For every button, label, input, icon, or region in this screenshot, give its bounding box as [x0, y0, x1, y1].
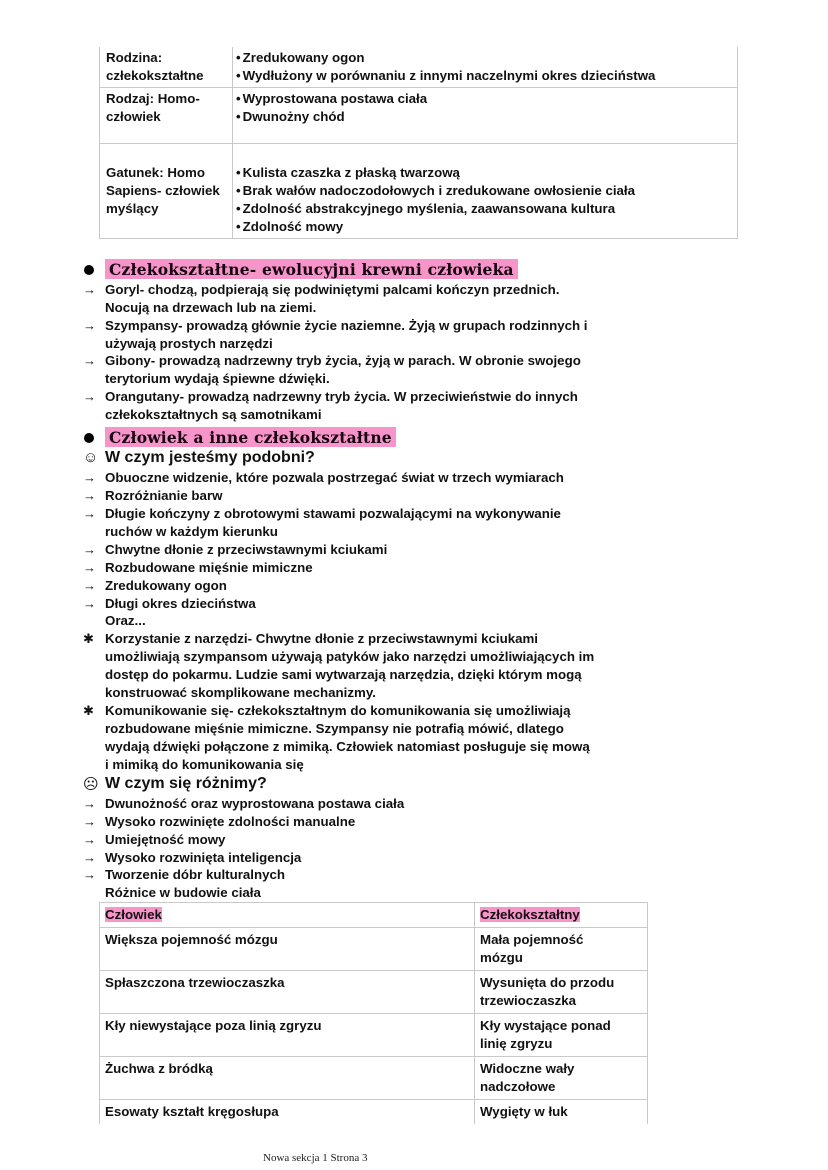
bullet-item: • Zdolność mowy — [236, 218, 731, 236]
label-line: Sapiens- człowiek — [106, 183, 220, 198]
list-item-cont: człekokształtnych są samotnikami — [105, 407, 322, 422]
arrow-icon: → — [83, 470, 96, 485]
list-item: Długie kończyny z obrotowymi stawami pozwalającymi na wykonywanie — [105, 506, 561, 521]
sad-face-icon: ☹ — [83, 776, 99, 793]
table-cell: Esowaty kształt kręgosłupa — [100, 1100, 475, 1125]
bullet-item: • Zdolność abstrakcyjnego myślenia, zaawansowana kultura — [236, 200, 731, 218]
bullet-item: • Brak wałów nadoczodołowych i zredukowane owłosienie ciała — [236, 182, 731, 200]
also-label: Oraz... — [105, 613, 146, 628]
star-icon: ✱ — [83, 703, 94, 718]
arrow-icon: → — [83, 596, 96, 611]
arrow-icon: → — [83, 282, 96, 297]
list-item: Szympansy- prowadzą głównie życie naziemne. Żyją w grupach rodzinnych i — [105, 318, 588, 333]
bullet-item: • Zredukowany ogon — [236, 49, 731, 67]
label-line: Rodzaj: Homo- — [106, 91, 200, 106]
list-item: Gibony- prowadzą nadrzewny tryb życia, żyją w parach. W obronie swojego — [105, 353, 581, 368]
table-row — [100, 1100, 648, 1125]
arrow-icon: → — [83, 814, 96, 829]
subheading: W czym się różnimy? — [105, 775, 267, 792]
taxonomy-label — [100, 88, 233, 144]
taxonomy-label — [100, 47, 233, 88]
page-footer: Nowa sekcja 1 Strona 3 — [263, 1152, 368, 1164]
heading-text: Człowiek a inne człekokształtne — [105, 427, 396, 447]
table-header-row — [100, 903, 648, 928]
list-item-cont: konstruować skomplikowane mechanizmy. — [105, 685, 376, 700]
list-item-cont: dostęp do pokarmu. Ludzie sami wytwarzają narzędzia, dzięki którym mogą — [105, 667, 582, 682]
list-item: Goryl- chodzą, podpierają się podwiniętymi palcami kończyn przednich. — [105, 282, 560, 297]
list-item: Chwytne dłonie z przeciwstawnymi kciukami — [105, 542, 388, 557]
list-item: Korzystanie z narzędzi- Chwytne dłonie z przeciwstawnymi kciukami — [105, 631, 538, 646]
arrow-icon: → — [83, 488, 96, 503]
list-item: Wysoko rozwinięte zdolności manualne — [105, 814, 356, 829]
list-item: Dwunożność oraz wyprostowana postawa ciała — [105, 796, 405, 811]
list-item-cont: umożliwiają szympansom używają patyków jako narzędzi umożliwiających im — [105, 649, 595, 664]
label-line: Gatunek: Homo — [106, 165, 205, 180]
arrow-icon: → — [83, 318, 96, 333]
arrow-icon: → — [83, 832, 96, 847]
label-line: człekokształtne — [106, 68, 204, 83]
table-row — [100, 1057, 648, 1100]
table-cell: Wygięty w łuk — [475, 1100, 648, 1125]
table-cell: Widoczne wały nadczołowe — [475, 1057, 648, 1100]
bullet-item: • Kulista czaszka z płaską twarzową — [236, 164, 731, 182]
arrow-icon: → — [83, 542, 96, 557]
list-item-cont: terytorium wydają śpiewne dźwięki. — [105, 371, 330, 386]
list-item: Obuoczne widzenie, które pozwala postrzegać świat w trzech wymiarach — [105, 470, 564, 485]
section-heading — [105, 260, 518, 280]
label-line: Rodzina: — [106, 50, 163, 65]
list-item: Zredukowany ogon — [105, 578, 227, 593]
list-item-cont: wydają dźwięki połączone z mimiką. Człowiek natomiast posługuje się mową — [105, 739, 590, 754]
label-line: myślący — [106, 201, 159, 216]
list-item: Orangutany- prowadzą nadrzewny tryb życia. W przeciwieństwie do innych — [105, 389, 578, 404]
taxonomy-traits — [233, 88, 738, 144]
table-cell: Mała pojemność mózgu — [475, 928, 648, 971]
arrow-icon: → — [83, 353, 96, 368]
list-item: Długi okres dzieciństwa — [105, 596, 256, 611]
bullet-item: • Dwunożny chód — [236, 108, 731, 126]
star-icon: ✱ — [83, 631, 94, 646]
arrow-icon: → — [83, 796, 96, 811]
arrow-icon: → — [83, 867, 96, 882]
taxonomy-traits — [233, 47, 738, 88]
list-item: Wysoko rozwinięta inteligencja — [105, 850, 302, 865]
table-row — [100, 47, 738, 88]
list-item-cont: rozbudowane mięśnie mimiczne. Szympansy nie potrafią mówić, dlatego — [105, 721, 564, 736]
arrow-icon: → — [83, 850, 96, 865]
table-cell: Żuchwa z bródką — [100, 1057, 475, 1100]
list-item: Tworzenie dóbr kulturalnych — [105, 867, 286, 882]
heading-text: Człekokształtne- ewolucyjni krewni człowieka — [105, 259, 518, 279]
table-cell: Większa pojemność mózgu — [100, 928, 475, 971]
table-row — [100, 144, 738, 239]
bullet-item: • Wyprostowana postawa ciała — [236, 90, 731, 108]
list-item-cont: Nocują na drzewach lub na ziemi. — [105, 300, 317, 315]
table-row — [100, 1014, 648, 1057]
list-item: Rozbudowane mięśnie mimiczne — [105, 560, 313, 575]
header-text: Człekokształtny — [480, 907, 580, 922]
list-item-cont: używają prostych narzędzi — [105, 336, 273, 351]
list-item: Komunikowanie się- człekokształtnym do komunikowania się umożliwiają — [105, 703, 571, 718]
column-header-ape — [475, 903, 648, 928]
arrow-icon: → — [83, 578, 96, 593]
list-item-cont: ruchów w każdym kierunku — [105, 524, 278, 539]
taxonomy-label — [100, 144, 233, 239]
table-caption: Różnice w budowie ciała — [105, 885, 261, 900]
table-cell: Kły niewystające poza linią zgryzu — [100, 1014, 475, 1057]
table-row — [100, 971, 648, 1014]
bullet-dot-icon — [84, 433, 94, 443]
taxonomy-table — [99, 47, 738, 239]
list-item: Umiejętność mowy — [105, 832, 226, 847]
table-row — [100, 928, 648, 971]
arrow-icon: → — [83, 560, 96, 575]
smiley-icon: ☺ — [83, 449, 99, 466]
arrow-icon: → — [83, 506, 96, 521]
comparison-table — [99, 902, 648, 1124]
section-heading — [105, 428, 396, 448]
taxonomy-traits — [233, 144, 738, 239]
label-line: człowiek — [106, 109, 161, 124]
column-header-human — [100, 903, 475, 928]
list-item-cont: i mimiką do komunikowania się — [105, 757, 304, 772]
header-text: Człowiek — [105, 907, 162, 922]
bullet-item: • Wydłużony w porównaniu z innymi naczelnymi okres dzieciństwa — [236, 67, 731, 85]
arrow-icon: → — [83, 389, 96, 404]
table-cell: Wysunięta do przodu trzewioczaszka — [475, 971, 648, 1014]
subheading: W czym jesteśmy podobni? — [105, 449, 315, 466]
table-cell: Spłaszczona trzewioczaszka — [100, 971, 475, 1014]
bullet-dot-icon — [84, 265, 94, 275]
table-row — [100, 88, 738, 144]
table-cell: Kły wystające ponad linię zgryzu — [475, 1014, 648, 1057]
list-item: Rozróżnianie barw — [105, 488, 223, 503]
